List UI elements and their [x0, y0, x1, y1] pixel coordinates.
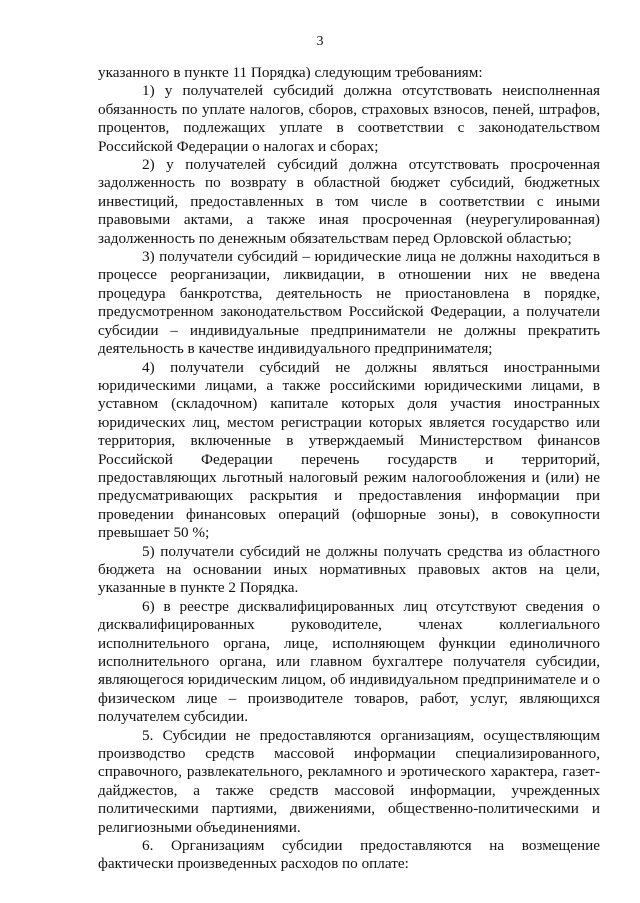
page-number: 3: [316, 34, 324, 49]
paragraph-requirement-2: 2) у получателей субсидий должна отсутствовать просроченная задолженность по возврату в областной бюджет субсидий, бюджетных инвестиций, предоставленных в том числе в соответствии с иными правовыми актами, а также иная просроченная (неурегулированная) задолженность по денежным обязательствам перед Орловской областью;: [98, 156, 600, 247]
paragraph-requirement-4: 4) получатели субсидий не должны являться иностранными юридическими лицами, а также российскими юридическими лицами, в уставном (складочном) капитале которых доля участия иностранных юридических лиц, местом регистрации которых является государство или территория, включенные в утверждаемый Министерством финансов Российской Федерации перечень государств и территорий, предоставляющих льготный налоговый режим налогообложения и (или) не предусматривающих раскрытия и предоставления информации при проведении финансовых операций (офшорные зоны), в совокупности превышает 50 %;: [98, 358, 600, 542]
paragraph-clause-5: 5. Субсидии не предоставляются организациям, осуществляющим производство средств массовой информации специализированного, справочного, развлекательного, рекламного и эротического характера, газет-дайджестов, а также средств массовой информации, учрежденных политическими партиями, движениями, общественно-политическими и религиозными объединениями.: [98, 726, 600, 836]
paragraph-intro: указанного в пункте 11 Порядка) следующим требованиям:: [98, 64, 483, 81]
document-body: [98, 64, 600, 874]
paragraph-requirement-1: 1) у получателей субсидий должна отсутствовать неисполненная обязанность по уплате налогов, сборов, страховых взносов, пеней, штрафов, процентов, подлежащих уплате в соответствии с законодательством Российской Федерации о налогах и сборах;: [98, 82, 600, 155]
paragraph-requirement-6: 6) в реестре дисквалифицированных лиц отсутствуют сведения о дисквалифицированных руководителе, членах коллегиального исполнительного органа, лице, исполняющем функции единоличного исполнительного органа, или главном бухгалтере получателя субсидии, являющегося юридическим лицом, об индивидуальном предпринимателе и о физическом лице – производителе товаров, работ, услуг, являющихся получателем субсидии.: [98, 597, 600, 726]
paragraph-requirement-5: 5) получатели субсидий не должны получать средства из областного бюджета на основании иных нормативных правовых актов на цели, указанные в пункте 2 Порядка.: [98, 542, 600, 597]
paragraph-clause-6: 6. Организациям субсидии предоставляются на возмещение фактически произведенных расходов по оплате:: [98, 837, 600, 873]
paragraph-requirement-3: 3) получатели субсидий – юридические лица не должны находиться в процессе реорганизации, ликвидации, в отношении них не введена процедура банкротства, деятельность не приостановлена в порядке, предусмотренном законодательством Российской Федерации, а получатели субсидии – индивидуальные предприниматели не должны прекратить деятельность в качестве индивидуального предпринимателя;: [98, 248, 600, 358]
